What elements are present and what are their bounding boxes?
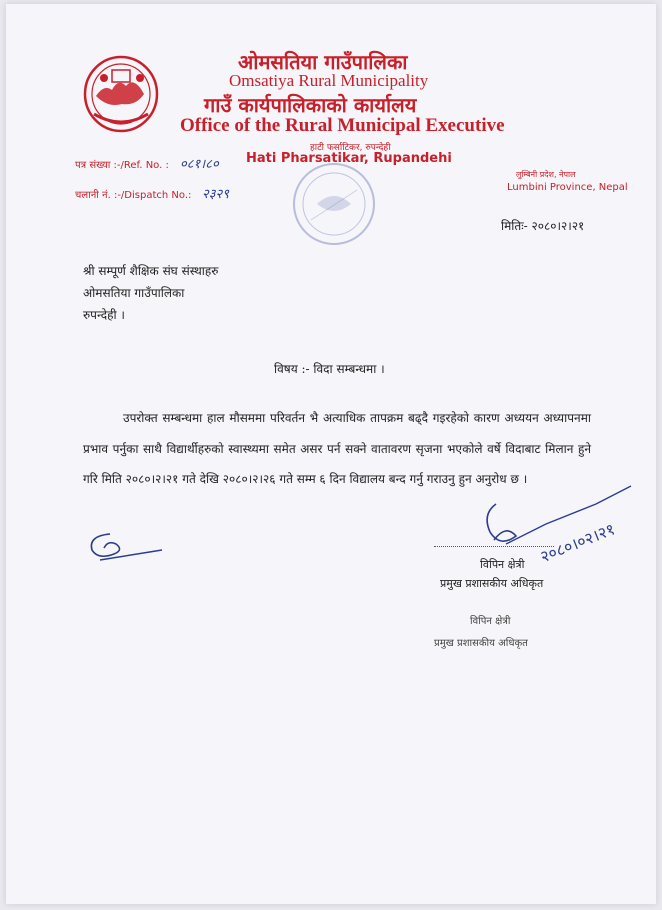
title-stamp: प्रमुख प्रशासकीय अधिकृत	[434, 638, 528, 649]
letter-page	[6, 4, 656, 904]
signatory-title: प्रमुख प्रशासकीय अधिकृत	[440, 577, 544, 590]
ref-number-value: ०८१।८०	[180, 157, 219, 172]
recipient-line-2: ओमसतिया गाउँपालिका	[83, 286, 185, 300]
signature-line	[434, 546, 554, 547]
address-nepali: हाटी फर्साटिकर, रुपन्देही	[310, 143, 391, 153]
municipality-name-nepali: ओमसतिया गाउँपालिका	[238, 50, 408, 74]
ref-number-label: पत्र संख्या :-/Ref. No. :	[75, 160, 169, 171]
office-name-english: Office of the Rural Municipal Executive	[180, 115, 505, 136]
address-english: Hati Pharsatikar, Rupandehi	[246, 151, 452, 166]
dispatch-number-value: २३२९	[202, 187, 230, 202]
letter-body: उपरोक्त सम्बन्धमा हाल मौसममा परिवर्तन भै अत्याधिक तापक्रम बढ्दै गइरहेको कारण अध्ययन अध्यापनमा प्रभाव पर्नुका साथै विद्यार्थीहरुको स्वास्थ्यमा समेत असर पर्न सक्ने वातावरण सृजना भएकोले वर्षे विदाबाट मिलान हुने गरि मिति २०८०।२।२१ गते देखि २०८०।२।२६ गते सम्म ६ दिन विद्यालय बन्द गर्नु गराउनु हुन अनुरोध छ ।	[83, 411, 591, 486]
municipality-name-english: Omsatiya Rural Municipality	[229, 71, 429, 90]
letter-subject: विषय :- विदा सम्बन्धमा ।	[274, 362, 385, 376]
office-seal-stamp-icon	[289, 160, 379, 248]
dispatch-number-label: चलानी नं. :-/Dispatch No.:	[75, 190, 192, 201]
municipality-emblem-icon	[82, 54, 160, 134]
office-name-nepali: गाउँ कार्यपालिकाको कार्यालय	[204, 93, 417, 117]
recipient-line-3: रुपन्देही ।	[83, 308, 125, 322]
signatory-name: विपिन क्षेत्री	[480, 558, 525, 571]
province-nepali: लुम्बिनी प्रदेश, नेपाल	[516, 170, 576, 179]
handwritten-signature-icon	[446, 474, 646, 584]
recipient-line-1: श्री सम्पूर्ण शैक्षिक संघ संस्थाहरु	[83, 264, 219, 278]
letter-date: मितिः- २०८०।२।२१	[501, 219, 585, 233]
name-stamp: विपिन क्षेत्री	[470, 616, 511, 627]
handwritten-date: २०८०।०२।२१	[537, 519, 618, 567]
handwritten-initial-icon	[80, 520, 166, 566]
province-english: Lumbini Province, Nepal	[507, 182, 628, 193]
